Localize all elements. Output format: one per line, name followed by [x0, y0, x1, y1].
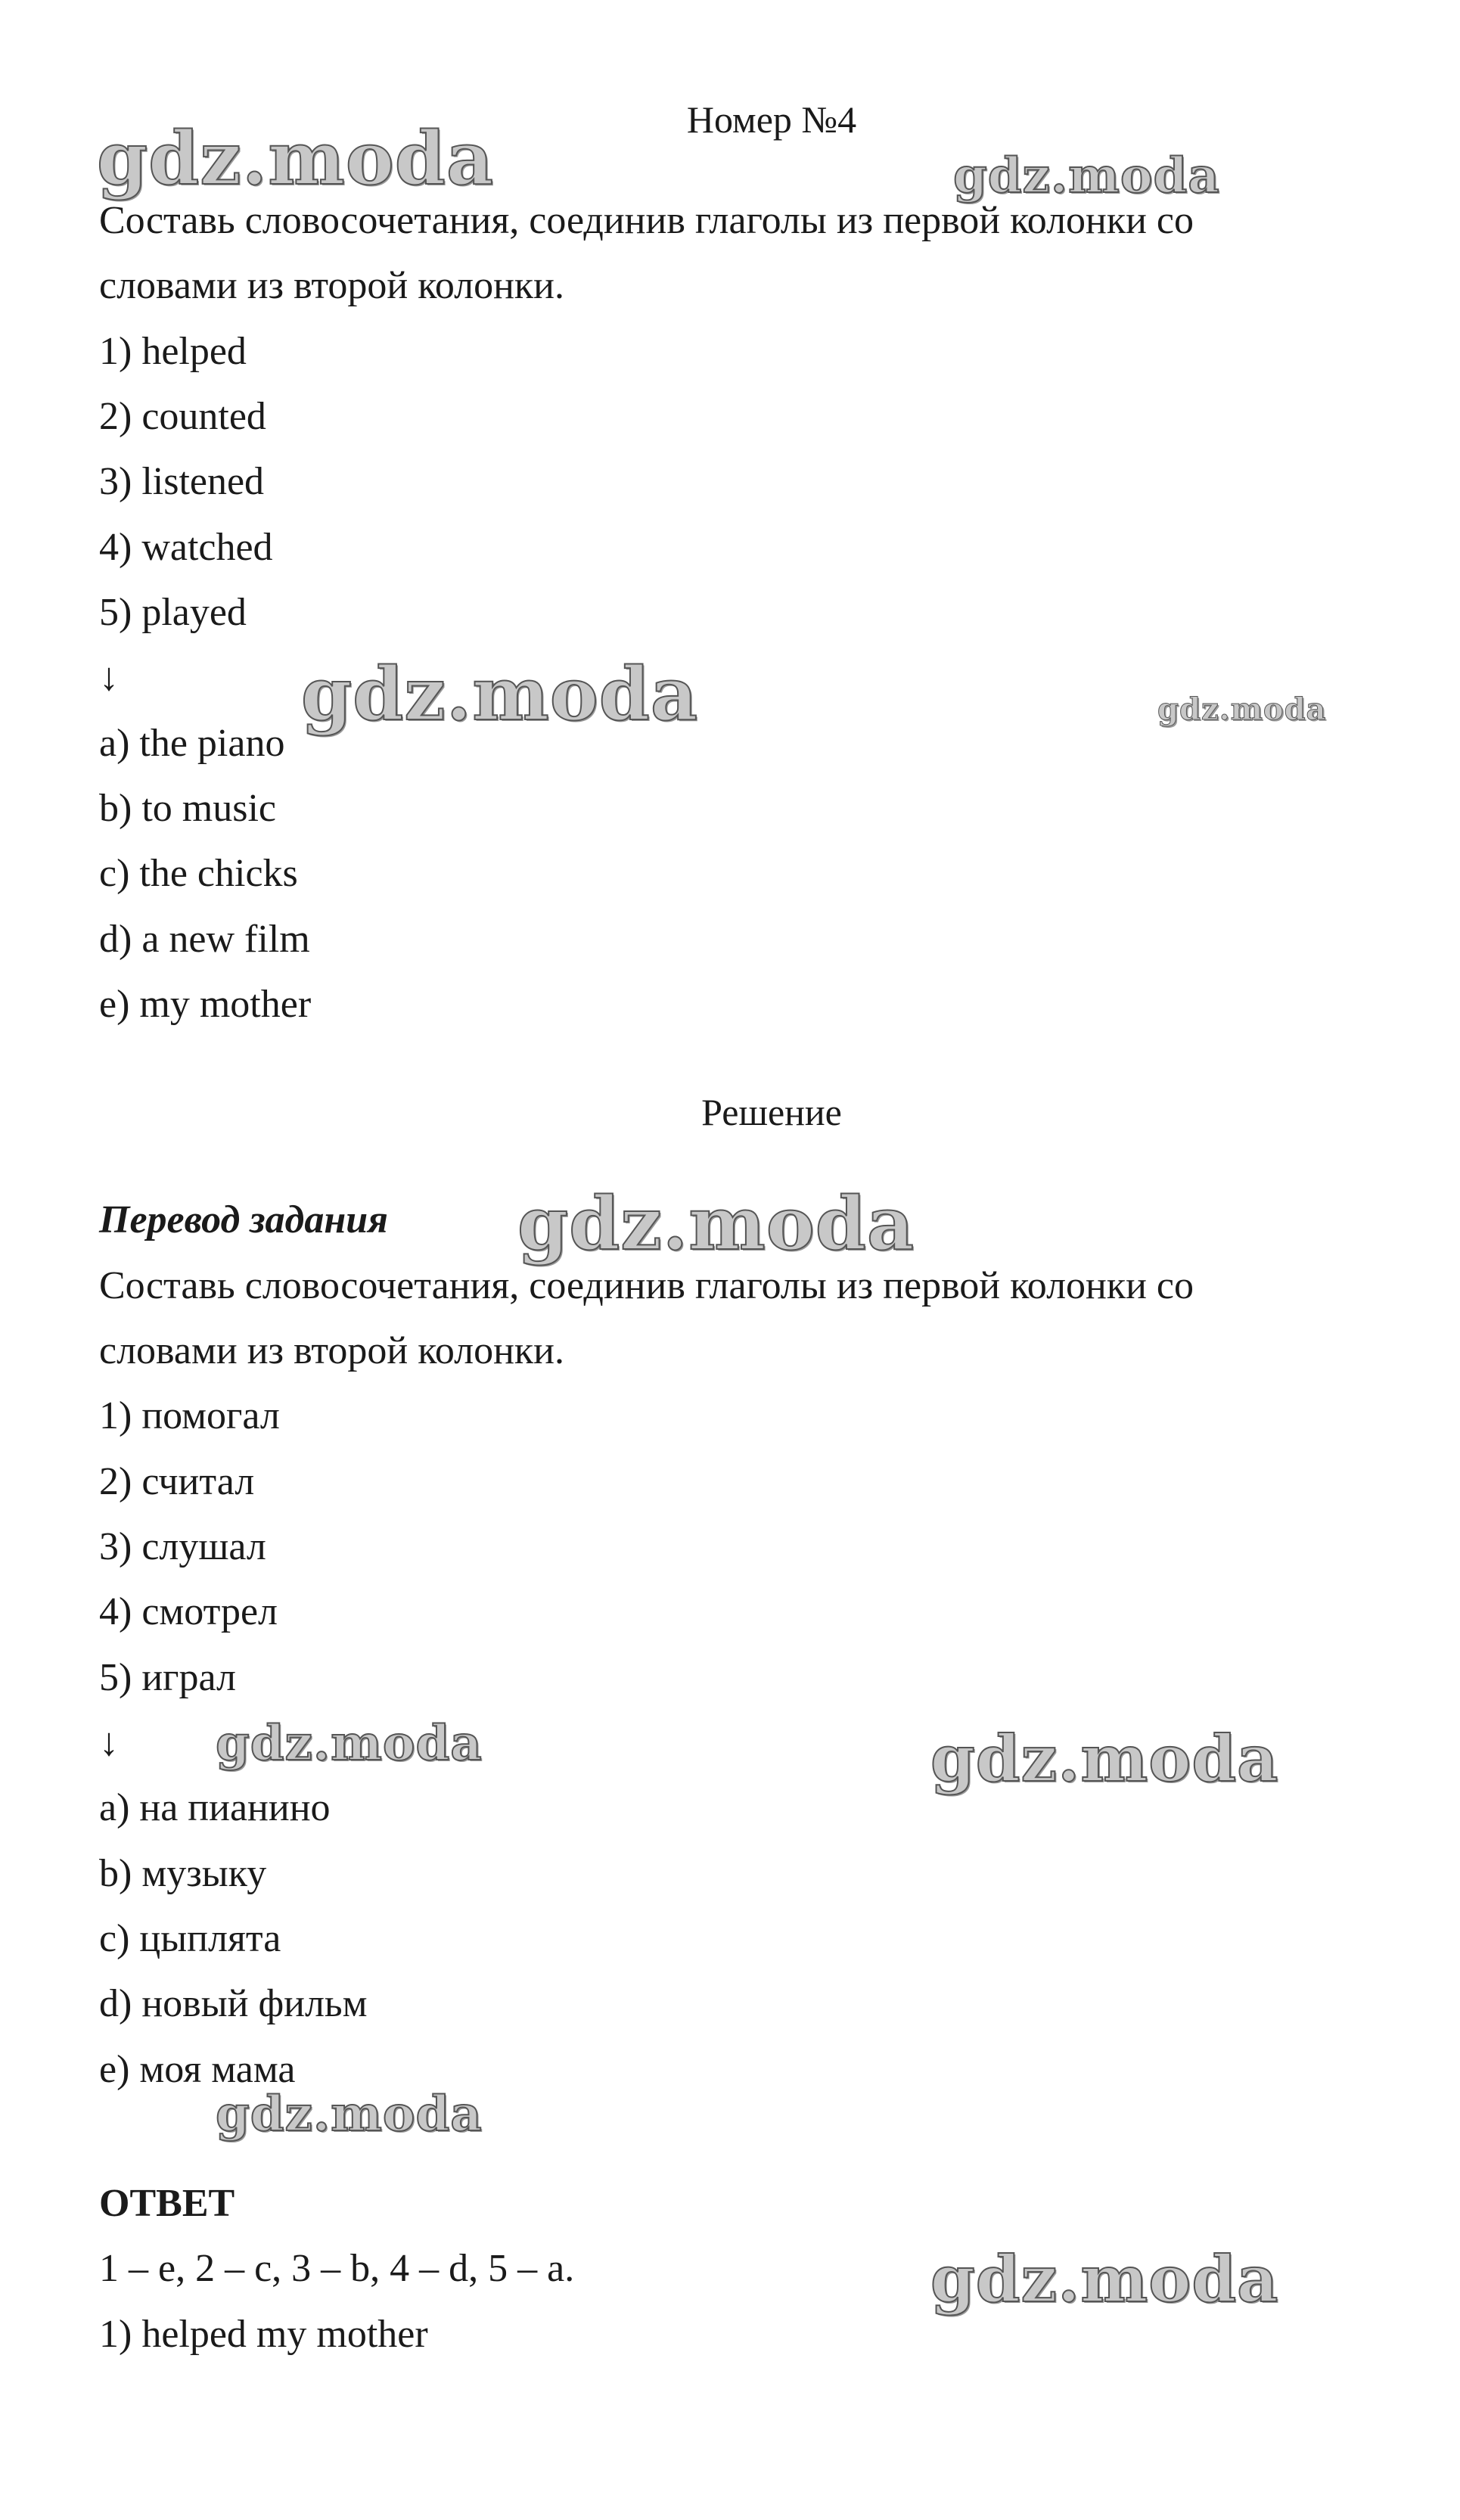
task-instruction-line-2: словами из второй колонки.	[99, 264, 565, 307]
watermark-logo: gdz.moda	[930, 1721, 1279, 1796]
watermark-logo: gdz.moda	[301, 651, 699, 737]
watermark-logo: gdz.moda	[930, 2242, 1279, 2316]
solution-instruction-line-1: Составь словосочетания, соединив глаголы из первой колонки со	[99, 1264, 1194, 1307]
watermark-logo: gdz.moda	[953, 148, 1220, 204]
task-verb-item: 1) helped	[99, 330, 247, 373]
down-arrow-icon: ↓	[99, 656, 119, 699]
solution-object-item: c) цыплята	[99, 1917, 281, 1960]
watermark-logo: gdz.moda	[216, 2086, 483, 2142]
solution-object-item: a) на пианино	[99, 1786, 331, 1829]
answer-pairs: 1 – e, 2 – c, 3 – b, 4 – d, 5 – a.	[99, 2247, 575, 2290]
solution-title: Решение	[701, 1091, 842, 1133]
solution-object-item: b) музыку	[99, 1852, 267, 1895]
task-verb-item: 4) watched	[99, 526, 273, 569]
solution-verb-item: 4) смотрел	[99, 1590, 278, 1633]
solution-object-item: d) новый фильм	[99, 1982, 368, 2025]
watermark-logo: gdz.moda	[1157, 691, 1327, 727]
watermark-logo: gdz.moda	[216, 1715, 483, 1772]
solution-instruction-line-2: словами из второй колонки.	[99, 1329, 565, 1372]
task-object-item: a) the piano	[99, 722, 285, 765]
solution-object-item: e) моя мама	[99, 2048, 296, 2091]
task-number-title: Номер №4	[686, 98, 857, 141]
task-object-item: c) the chicks	[99, 852, 298, 895]
task-object-item: b) to music	[99, 787, 276, 830]
task-object-item: d) a new film	[99, 918, 310, 961]
task-verb-item: 3) listened	[99, 460, 265, 503]
task-verb-item: 2) counted	[99, 395, 266, 438]
down-arrow-icon: ↓	[99, 1721, 119, 1764]
solution-verb-item: 5) играл	[99, 1656, 236, 1699]
task-object-item: e) my mother	[99, 983, 312, 1026]
watermark-logo: gdz.moda	[97, 116, 495, 201]
answer-label: ОТВЕТ	[99, 2182, 235, 2225]
answer-first-phrase: 1) helped my mother	[99, 2313, 428, 2356]
solution-verb-item: 2) считал	[99, 1460, 255, 1503]
watermark-logo: gdz.moda	[517, 1181, 915, 1266]
task-verb-item: 5) played	[99, 591, 247, 634]
translation-label: Перевод задания	[99, 1198, 388, 1241]
solution-verb-item: 1) помогал	[99, 1394, 280, 1437]
task-instruction-line-1: Составь словосочетания, соединив глаголы из первой колонки со	[99, 199, 1194, 242]
solution-verb-item: 3) слушал	[99, 1525, 266, 1568]
